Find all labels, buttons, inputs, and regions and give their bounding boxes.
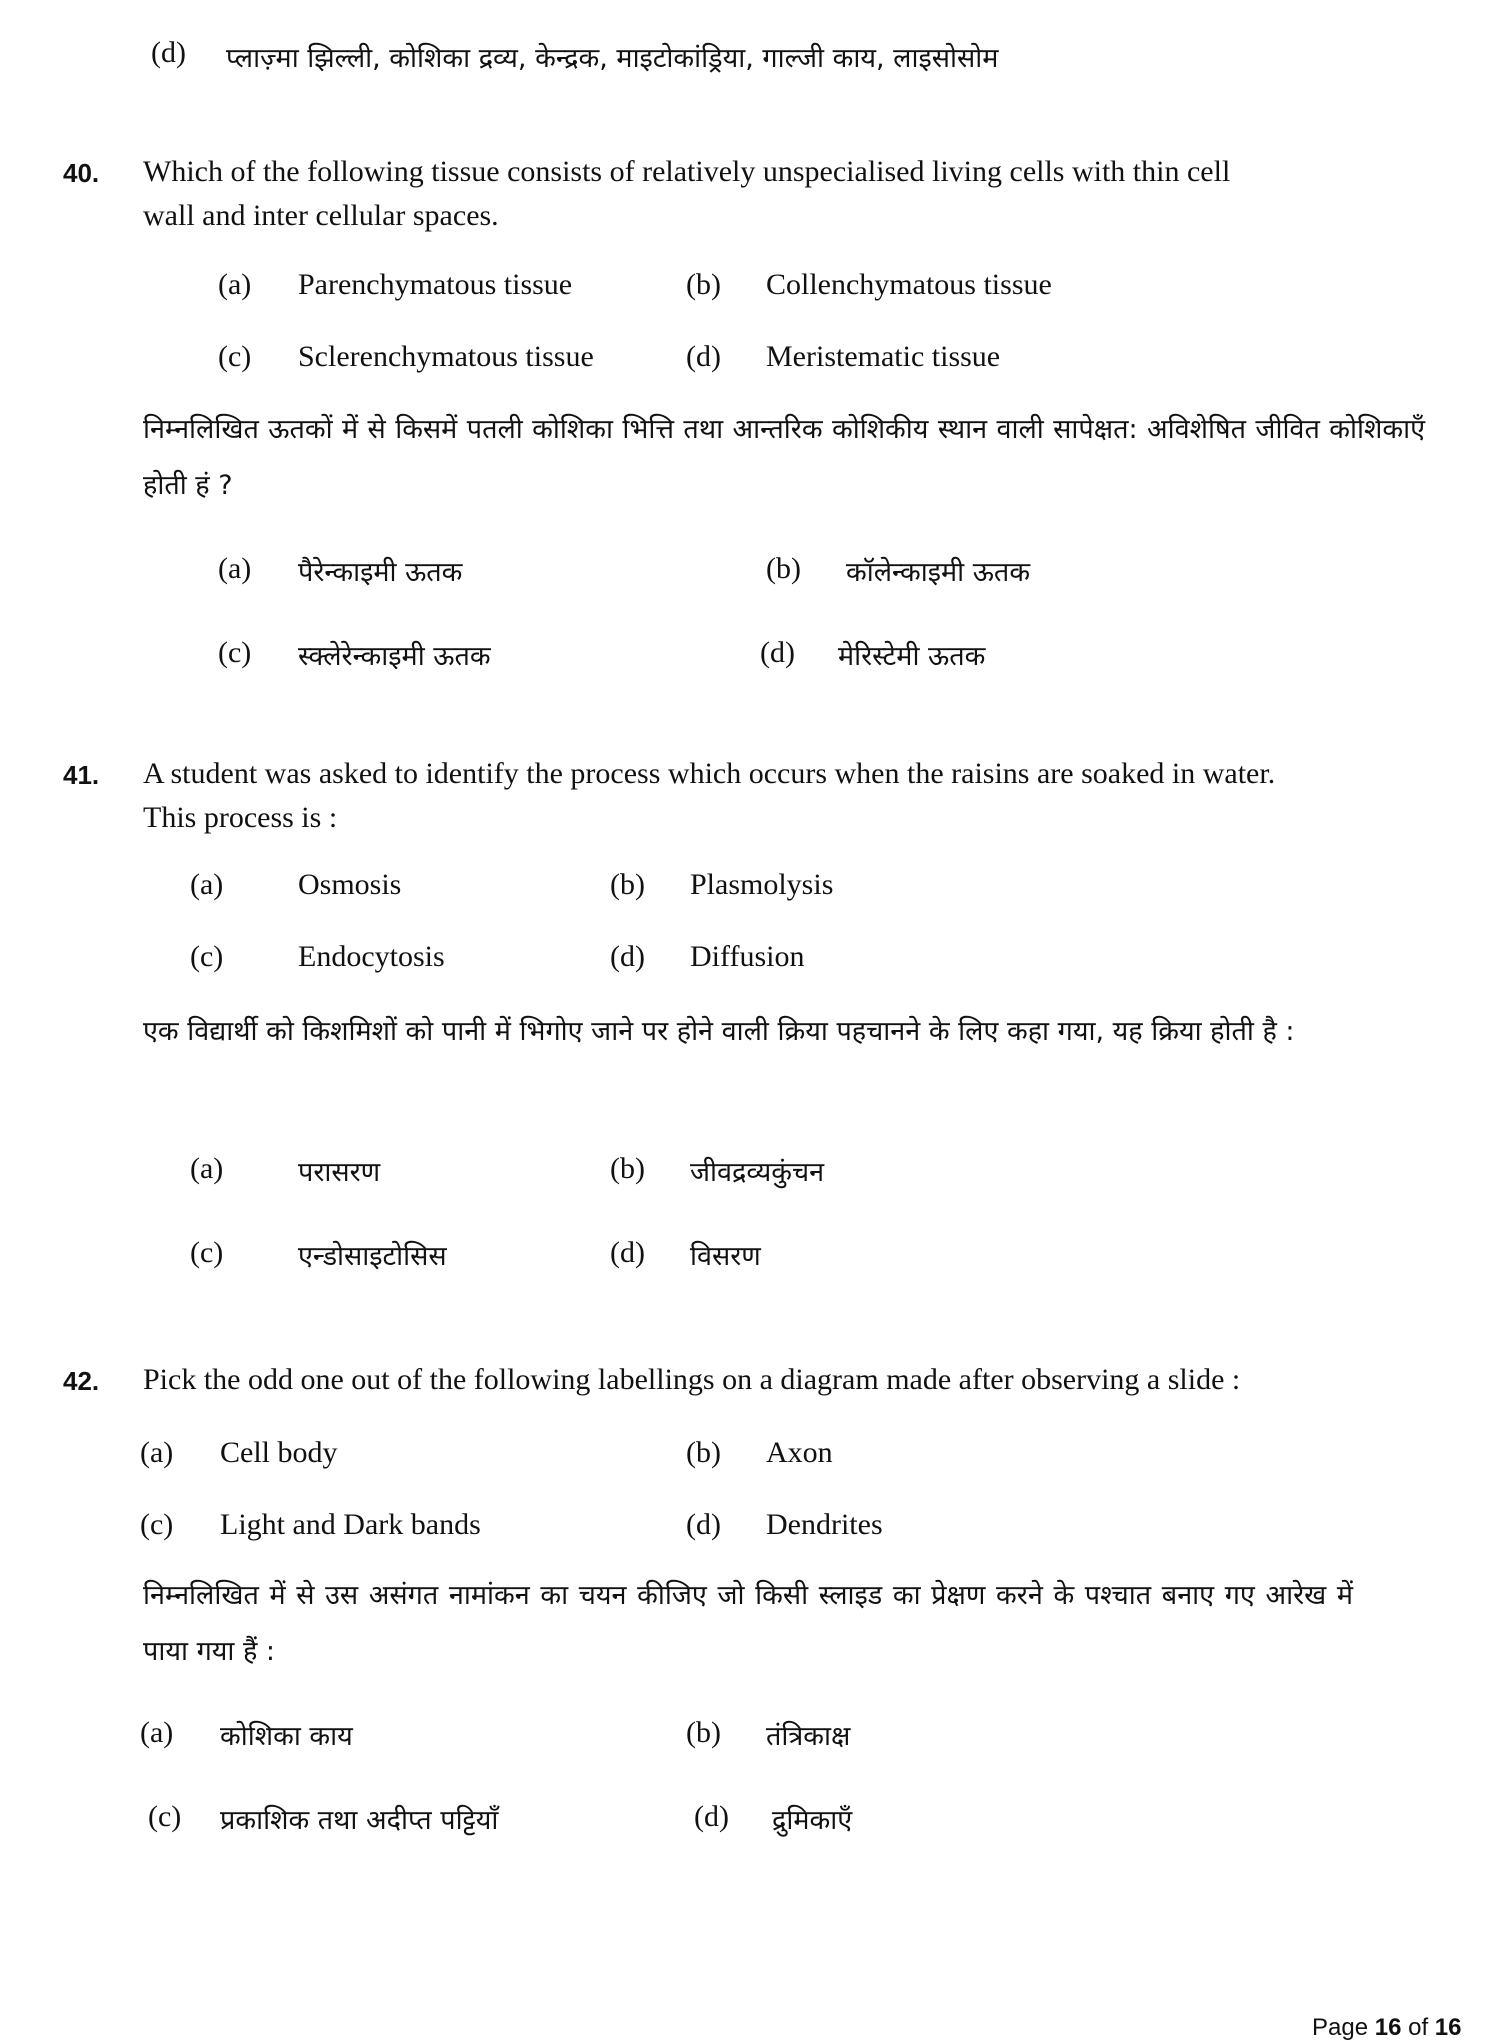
option-label: (a) xyxy=(190,868,224,901)
option-a-text: परासरण xyxy=(298,1157,381,1188)
question-text-line: Pick the odd one out of the following labellings on a diagram made after observing a slide : xyxy=(143,1363,1241,1396)
question-number: 41. xyxy=(63,760,100,790)
option-d-text: Meristematic tissue xyxy=(766,340,1001,373)
option-label: (a) xyxy=(190,1152,224,1185)
option-label: (d) xyxy=(760,636,795,669)
option-label: (c) xyxy=(140,1508,174,1541)
option-text: प्लाज़्मा झिल्ली, कोशिका द्रव्य, केन्द्रक, माइटोकांड्रिया, गाल्जी काय, लाइसोसोम xyxy=(226,43,999,74)
option-label: (d) xyxy=(686,1508,721,1541)
option-label: (b) xyxy=(610,868,645,901)
option-c-text: प्रकाशिक तथा अदीप्त पट्टियाँ xyxy=(220,1805,499,1836)
option-d-text: द्रुमिकाएँ xyxy=(772,1805,853,1836)
question-text-en xyxy=(143,1358,1463,1402)
page-total: 16 xyxy=(1434,2014,1462,2041)
option-label: (b) xyxy=(686,268,721,301)
option-label: (c) xyxy=(148,1800,182,1833)
option-label: (c) xyxy=(190,1236,224,1269)
question-text-en xyxy=(143,752,1483,840)
option-label: (d) xyxy=(151,36,186,69)
option-d-text: Diffusion xyxy=(690,940,805,973)
option-c-text: एन्डोसाइटोसिस xyxy=(298,1241,447,1272)
option-label: (c) xyxy=(218,340,252,373)
option-label: (c) xyxy=(190,940,224,973)
page-prefix: Page xyxy=(1312,2014,1369,2041)
option-b-text: Axon xyxy=(766,1436,833,1469)
option-b-text: तंत्रिकाक्ष xyxy=(766,1721,851,1752)
question-text-line: Which of the following tissue consists of relatively unspecialised living cells with thin cell xyxy=(143,155,1231,188)
option-d-text: मेरिस्टेमी ऊतक xyxy=(838,641,986,672)
option-c-text: स्क्लेरेन्काइमी ऊतक xyxy=(298,641,491,672)
option-label: (b) xyxy=(686,1716,721,1749)
option-label: (a) xyxy=(218,552,252,585)
option-b-text: कॉलेन्काइमी ऊतक xyxy=(846,557,1031,588)
option-label: (d) xyxy=(610,940,645,973)
option-a-text: Parenchymatous tissue xyxy=(298,268,573,301)
option-a-text: पैरेन्काइमी ऊतक xyxy=(298,557,463,588)
question-text-line: This process is : xyxy=(143,801,338,834)
question-number: 40. xyxy=(63,158,100,188)
page-of: of xyxy=(1408,2014,1429,2041)
option-a-text: Cell body xyxy=(220,1436,338,1469)
option-label: (c) xyxy=(218,636,252,669)
option-label: (d) xyxy=(694,1800,729,1833)
option-label: (a) xyxy=(140,1436,174,1469)
question-text-hi: एक विद्यार्थी को किशमिशों को पानी में भिगोए जाने पर होने वाली क्रिया पहचानने के लिए कहा गया, यह क्रिया होती है : xyxy=(143,1016,1295,1047)
option-label: (b) xyxy=(610,1152,645,1185)
option-label: (d) xyxy=(686,340,721,373)
option-label: (b) xyxy=(686,1436,721,1469)
question-text-hi: निम्नलिखित ऊतकों में से किसमें पतली कोशिका भित्ति तथा आन्तरिक कोशिकीय स्थान वाली सापेक्षत: अविशेषित जीवित कोशिकाएँ होती हं ? xyxy=(143,414,1425,501)
page-current: 16 xyxy=(1374,2014,1402,2041)
question-text-hi: निम्नलिखित में से उस असंगत नामांकन का चयन कीजिए जो किसी स्लाइड का प्रेक्षण करने के पश्चात बनाए गए आरेख में पाया गया हैं : xyxy=(143,1580,1353,1667)
option-a-text: Osmosis xyxy=(298,868,402,901)
option-b-text: जीवद्रव्यकुंचन xyxy=(690,1157,825,1188)
option-c-text: Endocytosis xyxy=(298,940,445,973)
question-text-en xyxy=(143,150,1463,238)
option-label: (b) xyxy=(766,552,801,585)
option-d-text: विसरण xyxy=(690,1241,761,1272)
option-a-text: कोशिका काय xyxy=(220,1721,353,1752)
option-b-text: Plasmolysis xyxy=(690,868,834,901)
option-label: (a) xyxy=(218,268,252,301)
question-number: 42. xyxy=(63,1366,100,1396)
question-text-line: A student was asked to identify the process which occurs when the raisins are soaked in water. xyxy=(143,757,1276,790)
option-c-text: Sclerenchymatous tissue xyxy=(298,340,594,373)
page-number xyxy=(1312,2014,1462,2042)
option-d-text: Dendrites xyxy=(766,1508,883,1541)
question-text-line: wall and inter cellular spaces. xyxy=(143,199,499,232)
option-b-text: Collenchymatous tissue xyxy=(766,268,1052,301)
option-label: (a) xyxy=(140,1716,174,1749)
option-label: (d) xyxy=(610,1236,645,1269)
option-c-text: Light and Dark bands xyxy=(220,1508,481,1541)
